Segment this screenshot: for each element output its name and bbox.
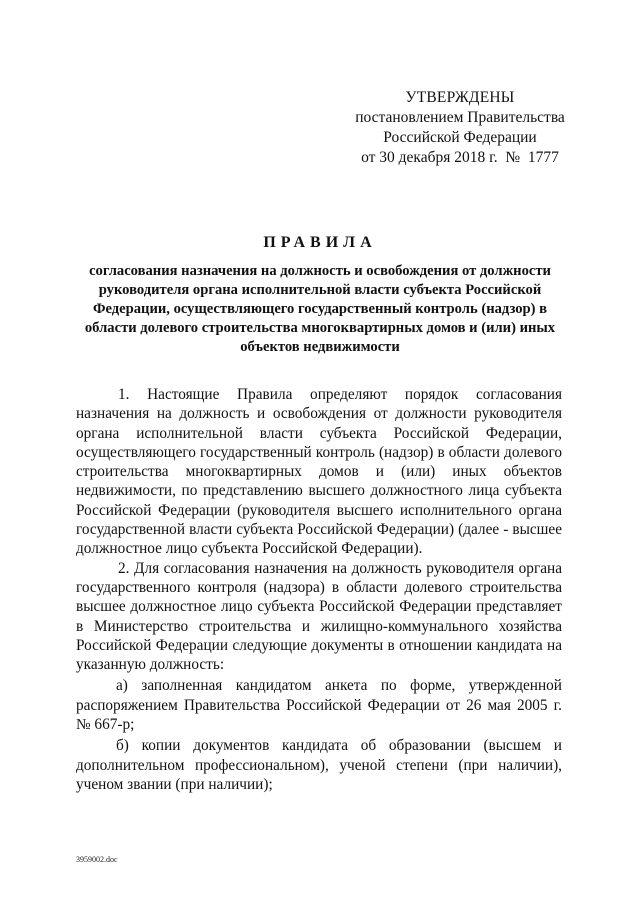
approval-stamp	[355, 88, 565, 168]
paragraph-2a: а) заполненная кандидатом анкета по форме, утвержденной распоряжением Правительства Российской Федерации от 26 мая 2005 г. № 667-р;	[76, 677, 562, 734]
paragraph-2: 2. Для согласования назначения на должность руководителя органа государственного контроля (надзора) в области долевого строительства высшее должностное лицо субъекта Российской Федерации представляет в Министерство строительства и жилищно-коммунального хозяйства Российской Федерации следующие документы в отношении кандидата на указанную должность:	[76, 559, 562, 674]
approval-decree-line: постановлением Правительства	[355, 109, 565, 126]
approval-heading: УТВЕРЖДЕНЫ	[405, 89, 515, 106]
approval-date-number-line: от 30 декабря 2018 г. № 1777	[361, 149, 559, 166]
document-file-reference: 3959002.doc	[76, 855, 118, 864]
document-subtitle: согласования назначения на должность и освобождения от должности руководителя органа исполнительной власти субъекта Российской Федерации, осуществляющего государственный контроль (надзор) в области долевого строительства многоквартирных домов и (или) иных объектов недвижимости	[84, 263, 556, 355]
paragraph-2b: б) копии документов кандидата об образовании (высшем и дополнительном профессиональном), ученой степени (при наличии), ученом звании (при наличии);	[76, 737, 562, 793]
document-title: ПРАВИЛА	[263, 234, 377, 251]
approval-authority-line: Российской Федерации	[383, 129, 537, 146]
paragraph-1: 1. Настоящие Правила определяют порядок согласования назначения на должность и освобождения от должности руководителя органа исполнительной власти субъекта Российской Федерации, осуществляющего государственный контроль (надзор) в области долевого строительства многоквартирных домов и (или) иных объектов недвижимости, по представлению высшего должностного лица субъекта Российской Федерации (руководителя высшего исполнительного органа государственной власти субъекта Российской Федерации) (далее - высшее должностное лицо субъекта Российской Федерации).	[76, 386, 562, 558]
document-body	[76, 385, 562, 794]
